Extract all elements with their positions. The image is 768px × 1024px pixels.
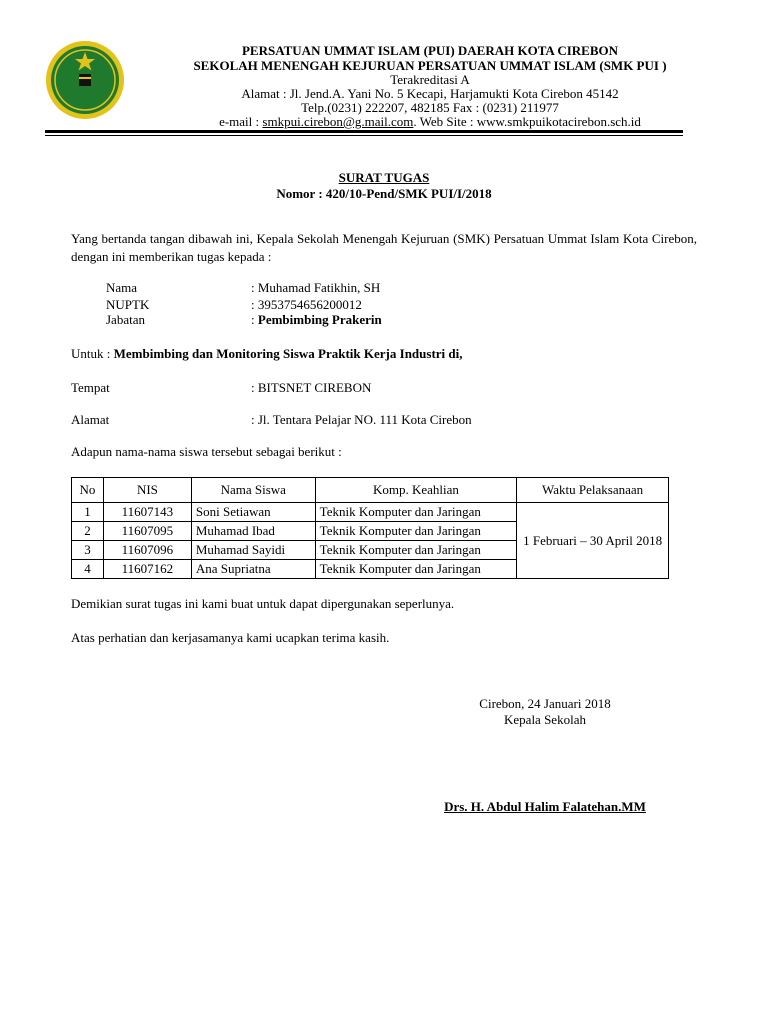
student-table — [71, 477, 669, 579]
website-text: . Web Site : www.smkpuikotacirebon.sch.id — [413, 114, 641, 129]
cell-no: 2 — [72, 522, 104, 541]
signature-position: Kepala Sekolah — [504, 712, 586, 727]
cell-no: 1 — [72, 503, 104, 522]
letterhead-school: SEKOLAH MENENGAH KEJURUAN PERSATUAN UMMAT ISLAM (SMK PUI ) — [193, 58, 667, 73]
cell-nis: 11607143 — [103, 503, 191, 522]
cell-keahlian: Teknik Komputer dan Jaringan — [315, 560, 517, 579]
letterhead-accreditation: Terakreditasi A — [390, 72, 470, 87]
letterhead-org: PERSATUAN UMMAT ISLAM (PUI) DAERAH KOTA CIREBON — [241, 43, 619, 58]
cell-keahlian: Teknik Komputer dan Jaringan — [315, 503, 517, 522]
cell-nis: 11607162 — [103, 560, 191, 579]
cell-keahlian: Teknik Komputer dan Jaringan — [315, 522, 517, 541]
assignee-position-value: : Pembimbing Prakerin — [251, 312, 382, 327]
header-nis: NIS — [103, 478, 191, 503]
header-no: No — [72, 478, 104, 503]
thanks-statement: Atas perhatian dan kerjasamanya kami ucapkan terima kasih. — [71, 630, 390, 645]
cell-nis: 11607095 — [103, 522, 191, 541]
cell-keahlian: Teknik Komputer dan Jaringan — [315, 541, 517, 560]
cell-no: 4 — [72, 560, 104, 579]
signature-place-date: Cirebon, 24 Januari 2018 — [479, 696, 611, 711]
letterhead-contact — [130, 114, 730, 130]
cell-period: 1 Februari – 30 April 2018 — [517, 503, 669, 579]
letterhead-phone: Telp.(0231) 222207, 482185 Fax : (0231) 211977 — [301, 100, 559, 115]
place-value: : BITSNET CIREBON — [251, 380, 372, 395]
assignee-position-label: Jabatan — [106, 312, 145, 327]
letterhead-address: Alamat : Jl. Jend.A. Yani No. 5 Kecapi, Harjamukti Kota Cirebon 45142 — [241, 86, 619, 101]
cell-nama: Soni Setiawan — [191, 503, 315, 522]
cell-no: 3 — [72, 541, 104, 560]
assignee-name-value: : Muhamad Fatikhin, SH — [251, 280, 381, 295]
table-header-row — [72, 478, 669, 503]
letterhead-divider-thick — [45, 130, 683, 133]
header-nama-siswa: Nama Siswa — [191, 478, 315, 503]
cell-nama: Muhamad Sayidi — [191, 541, 315, 560]
cell-nis: 11607096 — [103, 541, 191, 560]
intro-paragraph: Yang bertanda tangan dibawah ini, Kepala Sekolah Menengah Kejuruan (SMK) Persatuan Ummat Islam Kota Cirebon, dengan ini memberikan tugas kepada : — [71, 231, 697, 264]
place-label: Tempat — [71, 380, 110, 395]
cell-nama: Ana Supriatna — [191, 560, 315, 579]
email-link[interactable]: smkpui.cirebon@g.mail.com — [262, 114, 414, 129]
letter-number: Nomor : 420/10-Pend/SMK PUI/I/2018 — [276, 186, 492, 201]
assignee-nuptk-value: : 3953754656200012 — [251, 297, 362, 312]
cell-nama: Muhamad Ibad — [191, 522, 315, 541]
assignee-name-label: Nama — [106, 280, 138, 295]
assignee-nuptk-label: NUPTK — [106, 297, 150, 312]
email-prefix: e-mail : — [219, 114, 263, 129]
student-list-intro: Adapun nama-nama siswa tersebut sebagai berikut : — [71, 444, 342, 459]
address-label: Alamat — [71, 412, 110, 427]
purpose-line: Untuk : Membimbing dan Monitoring Siswa Praktik Kerja Industri di, — [71, 346, 463, 361]
letter-title: SURAT TUGAS — [338, 170, 430, 185]
signature-name: Drs. H. Abdul Halim Falatehan.MM — [444, 799, 646, 814]
closing-statement: Demikian surat tugas ini kami buat untuk dapat dipergunakan seperlunya. — [71, 596, 455, 611]
header-komp-keahlian: Komp. Keahlian — [315, 478, 517, 503]
address-value: : Jl. Tentara Pelajar NO. 111 Kota Cirebon — [251, 412, 472, 427]
pui-emblem-icon — [45, 40, 125, 120]
letterhead-divider-thin — [45, 135, 683, 136]
header-waktu-pelaksanaan: Waktu Pelaksanaan — [517, 478, 669, 503]
table-row — [72, 503, 669, 522]
